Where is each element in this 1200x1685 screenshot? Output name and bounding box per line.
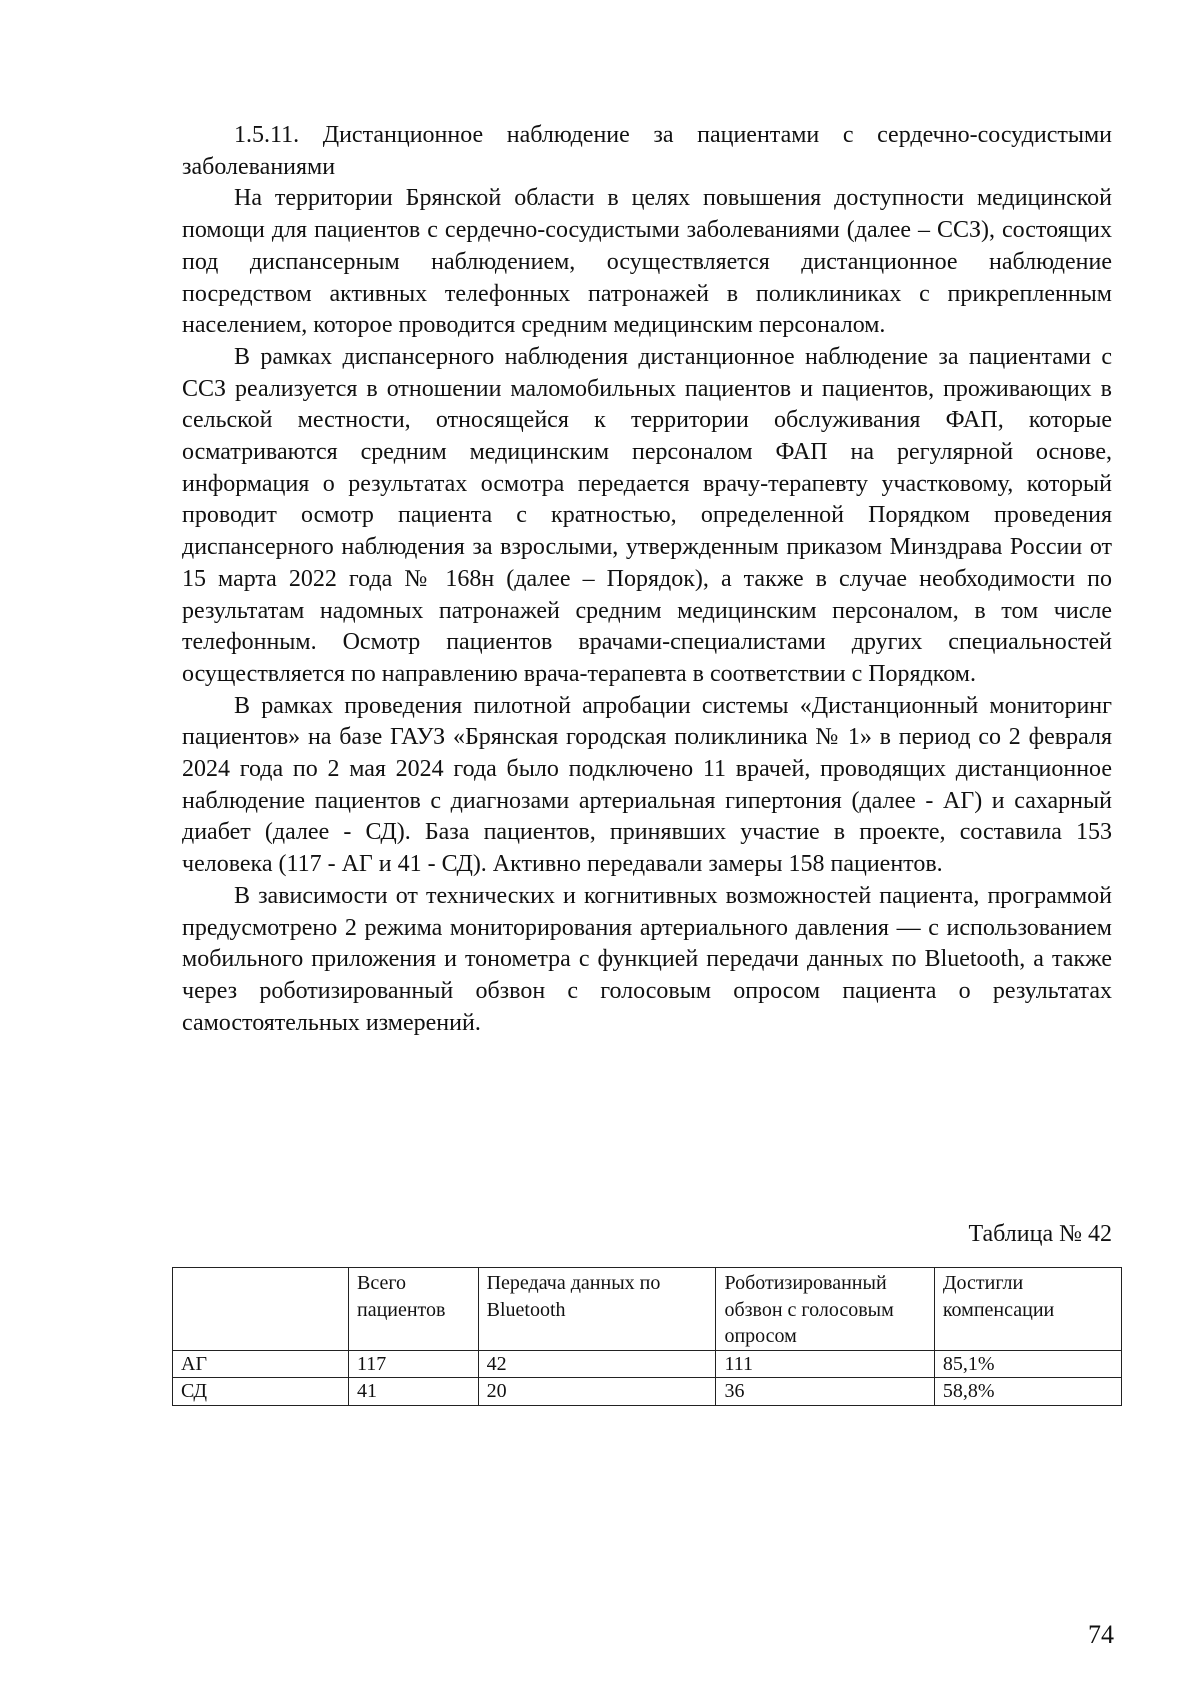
- table-row: [173, 1378, 1122, 1406]
- table-header-cell: Роботизированный обзвон с голосовым опросом: [716, 1268, 934, 1351]
- body-text: [182, 120, 1112, 1039]
- table-cell: 41: [348, 1378, 478, 1406]
- paragraph: В рамках диспансерного наблюдения дистанционное наблюдение за пациентами с ССЗ реализуется в отношении маломобильных пациентов и пациентов, проживающих в сельской местности, относящейся к территории обслуживания ФАП, которые осматриваются средним медицинским персоналом ФАП на регулярной основе, информация о результатах осмотра передается врачу-терапевту участковому, который проводит осмотр пациента с кратностью, определенной Порядком проведения диспансерного наблюдения за взрослыми, утвержденным приказом Минздрава России от 15 марта 2022 года № 168н (далее – Порядок), а также в случае необходимости по результатам надомных патронажей средним медицинским персоналом, в том числе телефонным. Осмотр пациентов врачами-специалистами других специальностей осуществляется по направлению врача-терапевта в соответствии с Порядком.: [182, 343, 1112, 687]
- table-cell: 36: [716, 1378, 934, 1406]
- table-header-cell: Передача данных по Bluetooth: [478, 1268, 716, 1351]
- page-number: 74: [1088, 1620, 1114, 1649]
- data-table: [172, 1267, 1122, 1406]
- paragraph: В зависимости от технических и когнитивных возможностей пациента, программой предусмотрено 2 режима мониторирования артериального давления — с использованием мобильного приложения и тонометра с функцией передачи данных по Bluetooth, а также через роботизированный обзвон с голосовым опросом пациента о результатах самостоятельных измерений.: [182, 882, 1112, 1036]
- table-header-row: [173, 1268, 1122, 1351]
- table-header-cell: Достигли компенсации: [934, 1268, 1121, 1351]
- table-cell: СД: [173, 1378, 349, 1406]
- table-caption: Таблица № 42: [968, 1221, 1112, 1247]
- table-header-cell: [173, 1268, 349, 1351]
- table-cell: 58,8%: [934, 1378, 1121, 1406]
- table-cell: 85,1%: [934, 1350, 1121, 1378]
- table-cell: 42: [478, 1350, 716, 1378]
- paragraph: В рамках проведения пилотной апробации системы «Дистанционный мониторинг пациентов» на базе ГАУЗ «Брянская городская поликлиника № 1» в период со 2 февраля 2024 года по 2 мая 2024 года было подключено 11 врачей, проводящих дистанционное наблюдение пациентов с диагнозами артериальная гипертония (далее - АГ) и сахарный диабет (далее - СД). База пациентов, принявших участие в проекте, составила 153 человека (117 - АГ и 41 - СД). Активно передавали замеры 158 пациентов.: [182, 692, 1112, 878]
- table-cell: 111: [716, 1350, 934, 1378]
- section-heading: 1.5.11. Дистанционное наблюдение за пациентами с сердечно-сосудистыми заболеваниями: [182, 122, 1112, 180]
- table-cell: 117: [348, 1350, 478, 1378]
- table-row: [173, 1350, 1122, 1378]
- paragraph: На территории Брянской области в целях повышения доступности медицинской помощи для пациентов с сердечно-сосудистыми заболеваниями (далее – ССЗ), состоящих под диспансерным наблюдением, осуществляется дистанционное наблюдение посредством активных телефонных патронажей в поликлиниках с прикрепленным населением, которое проводится средним медицинским персоналом.: [182, 185, 1112, 339]
- table-cell: 20: [478, 1378, 716, 1406]
- table-cell: АГ: [173, 1350, 349, 1378]
- table-header-cell: Всего пациентов: [348, 1268, 478, 1351]
